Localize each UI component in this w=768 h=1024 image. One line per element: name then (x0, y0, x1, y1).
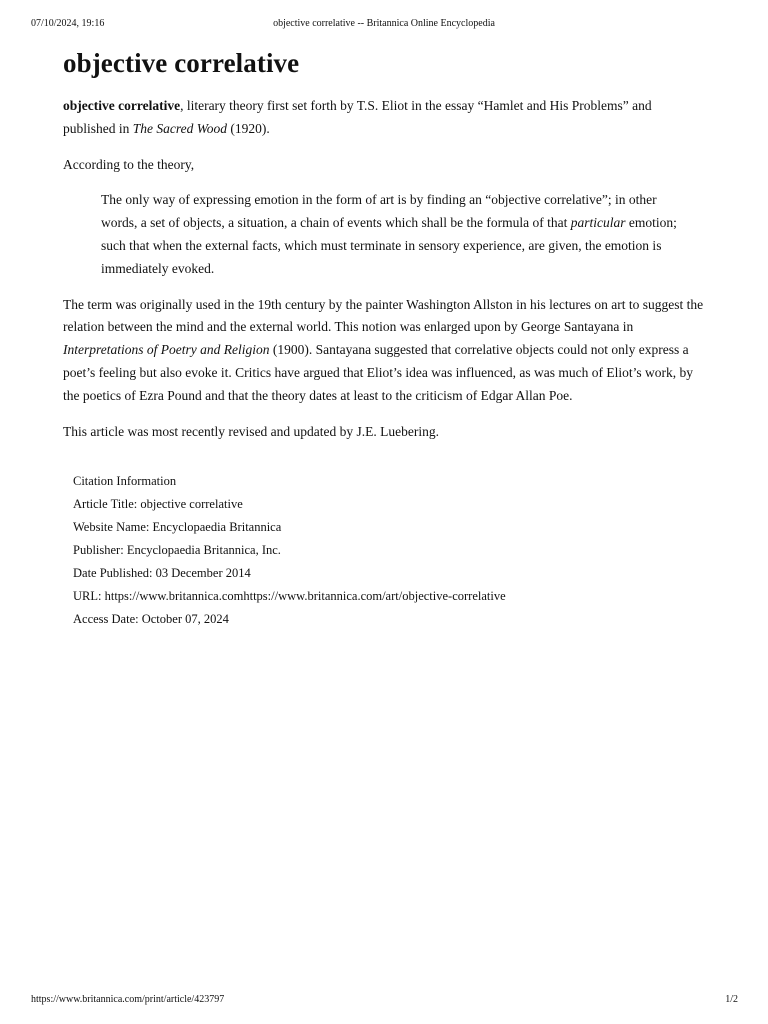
intro-book-title: The Sacred Wood (132, 120, 227, 136)
intro-text-2: (1920). (227, 120, 270, 136)
history-paragraph (63, 294, 705, 408)
history-book-title: Interpretations of Poetry and Religion (63, 342, 270, 358)
quote-text-2: emotion; such that when the external facts, which must terminate in sensory experience, are given, the emotion is immediately evoked. (101, 215, 677, 276)
print-url: https://www.britannica.com/print/article/423797 (31, 994, 225, 1005)
citation-info (73, 470, 705, 631)
intro-term: objective correlative (63, 98, 181, 113)
page-number: 1/2 (725, 994, 738, 1005)
intro-paragraph (63, 95, 705, 141)
article-title: objective correlative (63, 48, 300, 78)
print-header (0, 17, 768, 31)
history-text-1: The term was originally used in the 19th century by the painter Washington Allston in his lectures on art to suggest the relation between the mind and the external world. This notion was enlarged upon by George Santayana in (63, 296, 704, 335)
citation-website-name: Website Name: Encyclopaedia Britannica (73, 520, 282, 535)
print-date: 07/10/2024, 19:16 (31, 18, 105, 29)
citation-publisher: Publisher: Encyclopaedia Britannica, Inc. (73, 543, 281, 558)
revision-note: This article was most recently revised and updated by J.E. Luebering. (63, 423, 440, 439)
quote-text-1: The only way of expressing emotion in the form of art is by finding an “objective correlative”; in other words, a set of objects, a situation, a chain of events which shall be the formula of that (101, 192, 657, 231)
eliot-quote (101, 189, 691, 280)
intro-text-1: , literary theory first set forth by T.S. Eliot in the essay “Hamlet and His Problems” and published in (63, 98, 652, 136)
citation-access-date: Access Date: October 07, 2024 (73, 612, 229, 627)
print-footer (0, 993, 768, 1007)
citation-url: URL: https://www.britannica.comhttps://www.britannica.com/art/objective-correlative (73, 589, 506, 604)
article (63, 44, 705, 631)
according-paragraph: According to the theory, (63, 156, 195, 172)
citation-date-published: Date Published: 03 December 2014 (73, 566, 251, 581)
citation-article-title: Article Title: objective correlative (73, 497, 243, 512)
quote-emphasis: particular (570, 215, 626, 231)
history-text-2: (1900). Santayana suggested that correlative objects could not only express a poet’s feeling but also evoke it. Critics have argued that Eliot’s idea was influenced, as was much of Eliot’s work, by the poetics of Ezra Pound and that the theory dates at least to the criticism of Edgar Allan Poe. (63, 342, 693, 403)
print-page-title: objective correlative -- Britannica Online Encyclopedia (273, 18, 495, 29)
citation-heading: Citation Information (73, 474, 177, 489)
